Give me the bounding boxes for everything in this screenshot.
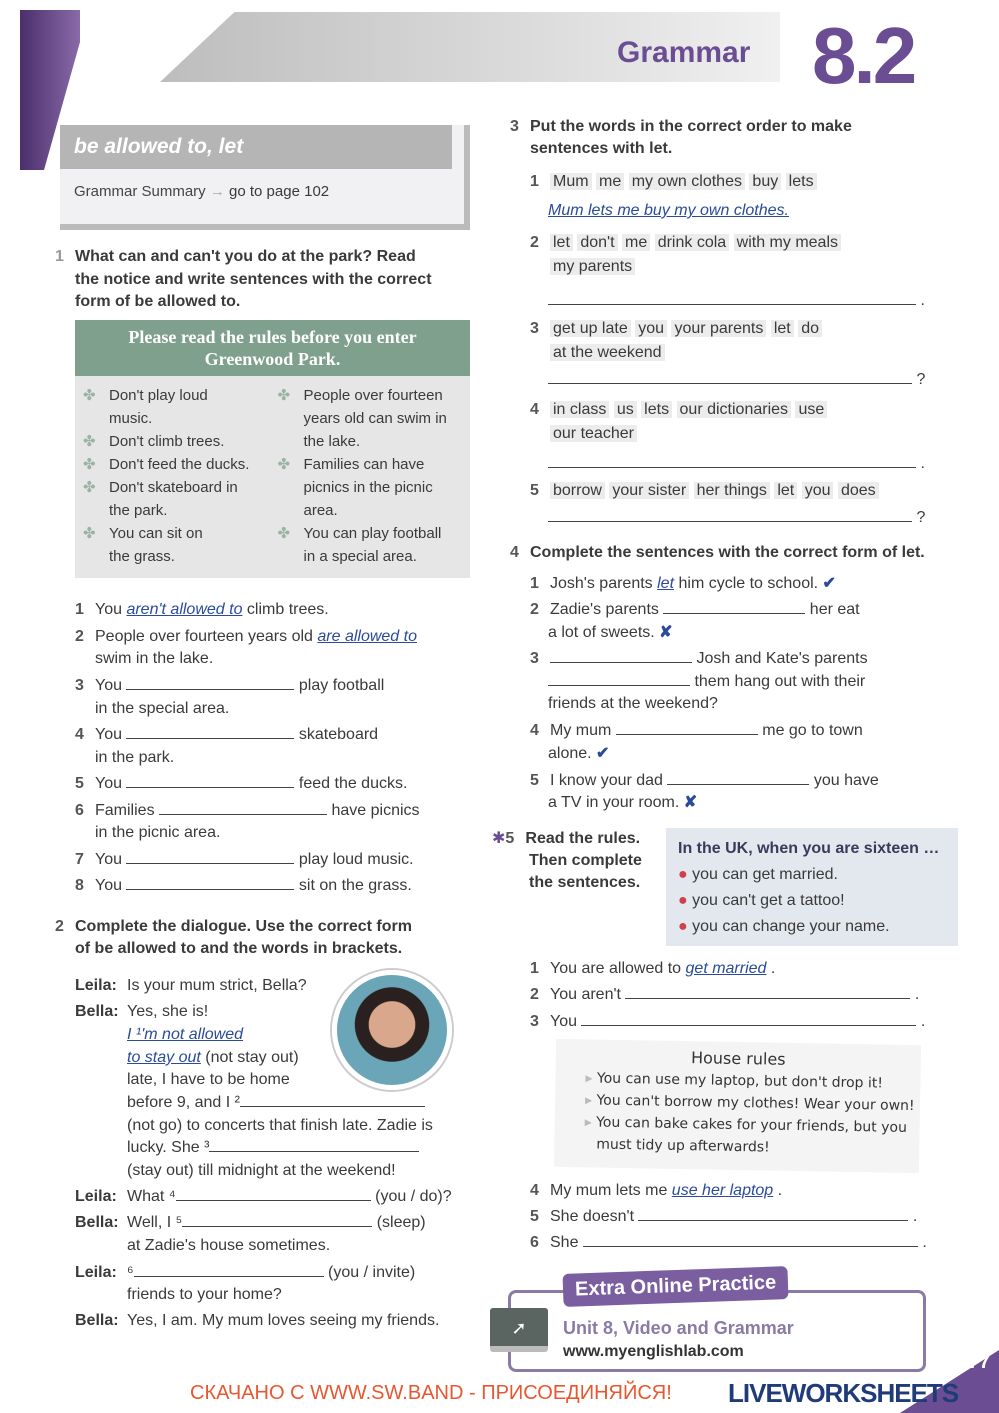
item-text: My mum lets me (550, 1182, 668, 1199)
clover-icon: ✤ (277, 456, 291, 473)
item-text: Families (95, 802, 155, 819)
word-chip: you (635, 320, 667, 337)
rule-item (277, 384, 462, 453)
answer-field[interactable] (548, 672, 690, 686)
answer-field[interactable] (581, 1012, 916, 1026)
dialogue-text: Yes, I am. My mum loves seeing my friends. (127, 1312, 440, 1329)
laptop-icon: ➚ (490, 1308, 548, 1352)
dialogue-text: Is your mum strict, Bella? (127, 977, 307, 994)
item-number: 6 (530, 1234, 539, 1251)
item-text: Zadie's parents (550, 601, 659, 618)
word-chip: don't (577, 234, 617, 251)
word-chip: let (771, 320, 794, 337)
download-watermark: СКАЧАНО С WWW.SW.BAND - ПРИСОЕДИНЯЙСЯ! (190, 1382, 672, 1404)
instruction: Put the words in the correct order to make (530, 118, 852, 135)
clover-icon: ✤ (277, 525, 291, 542)
exercise-number: 5 (505, 830, 515, 847)
item-text: My mum (550, 722, 612, 739)
house-rules-title: House rules (690, 1048, 786, 1069)
dialogue-text: before 9, and I ² (127, 1094, 240, 1111)
instruction: Read the rules. (525, 830, 641, 847)
word-chip: us (614, 401, 637, 418)
item-number: 4 (530, 722, 539, 739)
item-number: 8 (75, 877, 84, 894)
item-number: 3 (530, 650, 539, 667)
box-item: ● you can change your name. (678, 918, 890, 935)
exercise-number: 3 (510, 118, 519, 135)
word-chip: our dictionaries (677, 401, 792, 418)
item-number: 1 (530, 960, 539, 977)
answer-field[interactable]: to stay out (127, 1049, 201, 1066)
arrow-icon: → (209, 183, 225, 200)
item-text: play football (298, 677, 385, 694)
answer-field[interactable] (176, 1187, 371, 1201)
item-number: 4 (530, 1182, 539, 1199)
word-chip: your sister (609, 482, 689, 499)
item-text: You (550, 1013, 577, 1030)
item-text: have picnics (331, 802, 420, 819)
answer-field[interactable] (182, 1213, 372, 1227)
instruction: the sentences. (529, 874, 641, 891)
rule-text: People over fourteen years old can swim in the lake. (303, 387, 447, 450)
answer-field[interactable]: are allowed to (317, 628, 417, 645)
item-text: skateboard (298, 726, 379, 743)
house-rule: You can use my laptop, but don't drop it! (596, 1070, 884, 1092)
item-text: in the park. (95, 749, 175, 766)
item-number: 2 (530, 986, 539, 1003)
clover-icon: ✤ (83, 525, 96, 542)
item-number: 2 (75, 628, 84, 645)
word-chip: get up late (550, 320, 631, 337)
extra-practice-subtitle: Unit 8, Video and Grammar (563, 1318, 794, 1338)
item-text: Josh and Kate's parents (696, 650, 868, 667)
word-chip: you (802, 482, 834, 499)
notice-title: Please read the rules before you enter (128, 327, 417, 347)
item-text: You (95, 851, 122, 868)
house-rule: You can bake cakes for your friends, but you (596, 1114, 908, 1136)
item-text: You (95, 726, 122, 743)
word-chip: at the weekend (550, 344, 665, 361)
answer-field[interactable]: use her laptop (671, 1182, 774, 1199)
item-text: People over fourteen years old (95, 628, 313, 645)
instruction: Then complete (529, 852, 642, 869)
answer-field[interactable]: I ¹'m not allowed (127, 1026, 243, 1043)
answer-field[interactable] (134, 1263, 324, 1277)
answer-field[interactable] (126, 725, 294, 739)
house-rule: must tidy up afterwards! (596, 1136, 770, 1156)
item-text: a TV in your room. (548, 794, 680, 811)
word-chip: lets (641, 401, 672, 418)
dialogue-text: friends to your home? (127, 1286, 282, 1303)
page-reference[interactable]: go to page 102 (229, 183, 330, 200)
answer-field[interactable] (550, 649, 692, 663)
word-chip: use (795, 401, 827, 418)
ex1-item (75, 773, 407, 795)
rule-item (277, 453, 462, 522)
rule-text: Don't feed the ducks. (109, 456, 250, 473)
extra-practice-title: Extra Online Practice (562, 1266, 788, 1307)
word-chip: let (774, 482, 797, 499)
clover-icon: ✤ (83, 387, 96, 404)
word-chip: borrow (550, 482, 605, 499)
word-order-item (530, 171, 817, 193)
ex1-item (75, 875, 412, 897)
item-text: I know your dad (550, 772, 663, 789)
uk-rules-box (666, 828, 958, 946)
answer-field[interactable] (126, 876, 294, 890)
item-number: 5 (530, 772, 539, 789)
word-chip: does (838, 482, 879, 499)
dialogue-text: Well, I ⁵ (127, 1214, 183, 1231)
answer-field[interactable] (126, 676, 294, 690)
answer-field[interactable] (159, 801, 327, 815)
item-number: 3 (530, 1013, 539, 1030)
rule-item (83, 453, 277, 476)
liveworksheets-logo: LIVEWORKSHEETS (728, 1378, 959, 1408)
word-chip: my own clothes (629, 173, 745, 190)
hint: (you / do)? (375, 1188, 452, 1205)
answer-field[interactable] (209, 1138, 419, 1152)
item-text: You are allowed to (550, 960, 682, 977)
house-rule: You can't borrow my clothes! Wear your own! (596, 1092, 915, 1115)
punctuation: ? (916, 371, 926, 388)
page-title: Grammar (617, 36, 751, 69)
dialogue-text: Yes, she is! (127, 1003, 209, 1020)
rule-text: You can sit on the grass. (109, 525, 203, 565)
unit-number: 8.2 (812, 11, 915, 100)
rule-item (277, 522, 462, 568)
rule-text: Don't play loud music. (109, 387, 208, 427)
word-chip: drink cola (655, 234, 729, 251)
answer-field[interactable] (583, 1233, 918, 1247)
word-chip: in class (550, 401, 609, 418)
instruction: the notice and write sentences with the correct (75, 271, 432, 288)
summary-heading: be allowed to, let (60, 125, 452, 169)
item-text: You (95, 877, 122, 894)
word-chip: our teacher (550, 425, 637, 442)
item-text: You (95, 677, 122, 694)
punctuation: . (920, 292, 925, 309)
answer-field[interactable] (548, 454, 916, 468)
item-number: 4 (75, 726, 84, 743)
word-chip: your parents (671, 320, 766, 337)
hint: (not stay out) (205, 1049, 299, 1066)
item-number: 5 (530, 1208, 539, 1225)
item-text: You (95, 601, 122, 618)
speaker: Leila: (75, 977, 117, 994)
item-number: 1 (530, 575, 539, 592)
word-chip: lets (786, 173, 817, 190)
answer-field[interactable]: Mum lets me buy my own clothes. (548, 202, 789, 219)
item-text: them hang out with their (694, 673, 866, 690)
item-number: 4 (530, 401, 539, 418)
rule-item (83, 522, 277, 568)
item-number: 5 (75, 775, 84, 792)
box-title: In the UK, when you are sixteen … (678, 840, 940, 857)
item-text: She (550, 1234, 579, 1251)
item-text: sit on the grass. (298, 877, 412, 894)
answer-field[interactable] (126, 774, 294, 788)
word-chip: me (622, 234, 650, 251)
park-notice (75, 320, 470, 578)
word-chip: me (596, 173, 624, 190)
word-chip: do (798, 320, 822, 337)
clover-icon: ✤ (83, 433, 96, 450)
answer-field[interactable] (616, 721, 758, 735)
item-text: me go to town (762, 722, 863, 739)
bella-photo (332, 970, 452, 1090)
word-chip: buy (749, 173, 781, 190)
box-item-text: you can get married. (692, 866, 838, 883)
item-text: You (95, 775, 122, 792)
box-item: ● you can't get a tattoo! (678, 892, 845, 909)
rule-item (83, 384, 277, 430)
check-icon: ✔ (596, 745, 610, 762)
item-text: her eat (809, 601, 860, 618)
ex1-item (75, 675, 384, 697)
item-number: 6 (75, 802, 84, 819)
punctuation: . (920, 455, 925, 472)
item-text: in the special area. (95, 700, 230, 717)
item-text: him cycle to school. (678, 575, 819, 592)
item-text: you have (813, 772, 879, 789)
box-item-text: you can change your name. (692, 918, 890, 935)
rule-text: Don't climb trees. (109, 433, 225, 450)
dialogue-text: late, I have to be home (127, 1071, 290, 1088)
ex1-item (75, 599, 329, 621)
answer-field[interactable]: get married (685, 960, 767, 977)
dialogue-text: What ⁴ (127, 1188, 176, 1205)
exercise-number: 2 (55, 918, 64, 935)
word-chip: with my meals (734, 234, 841, 251)
answer-field[interactable] (240, 1093, 425, 1107)
star-icon: ✱ (492, 830, 506, 847)
item-number: 7 (75, 851, 84, 868)
word-chip: let (550, 234, 573, 251)
rule-item (83, 476, 277, 522)
exercise-number: 4 (510, 544, 519, 561)
item-text: swim in the lake. (95, 650, 214, 667)
dialogue-text: at Zadie's house sometimes. (127, 1237, 331, 1254)
grammar-summary-link[interactable]: Grammar Summary (74, 183, 206, 200)
answer-field[interactable] (548, 291, 916, 305)
notice-title: Greenwood Park. (204, 349, 341, 369)
item-number: 1 (75, 601, 84, 618)
instruction: What can and can't you do at the park? Read (75, 248, 416, 265)
exercise-number: 1 (55, 248, 64, 265)
item-text: climb trees. (246, 601, 329, 618)
rule-text: You can play football in a special area. (303, 525, 442, 565)
item-text: Josh's parents (550, 575, 653, 592)
answer-field[interactable]: aren't allowed to (126, 601, 243, 618)
hint: (sleep) (376, 1214, 426, 1231)
clover-icon: ✤ (83, 479, 96, 496)
word-chip: her things (694, 482, 770, 499)
cross-icon: ✘ (683, 794, 698, 811)
cross-icon: ✘ (659, 624, 673, 641)
dialogue-text: (not go) to concerts that finish late. Zadie is (127, 1117, 433, 1134)
word-chip: Mum (550, 173, 592, 190)
rule-item (83, 430, 277, 453)
instruction: sentences with let. (530, 140, 673, 157)
box-item: ● you can get married. (678, 866, 838, 883)
ex1-item (75, 849, 414, 871)
dialogue-text: (stay out) till midnight at the weekend! (127, 1162, 396, 1179)
punctuation: ? (916, 509, 926, 526)
check-icon: ✔ (822, 575, 836, 592)
item-number: 2 (530, 234, 539, 251)
speaker: Leila: (75, 1264, 117, 1281)
answer-field[interactable] (548, 370, 912, 384)
item-text: play loud music. (298, 851, 414, 868)
answer-field[interactable] (667, 771, 809, 785)
page-number: 77 (968, 1351, 991, 1373)
item-number: 2 (530, 601, 539, 618)
item-text: friends at the weekend? (548, 695, 718, 712)
answer-field[interactable] (638, 1207, 908, 1221)
clover-icon: ✤ (277, 387, 291, 404)
ex1-item (75, 800, 420, 822)
item-text: She doesn't (550, 1208, 635, 1225)
item-text: in the picnic area. (95, 824, 221, 841)
dialogue-text: ⁶ (127, 1264, 134, 1281)
item-number: 3 (530, 320, 539, 337)
answer-field[interactable] (548, 508, 912, 522)
word-chip: my parents (550, 258, 635, 275)
instruction: Complete the dialogue. Use the correct form (75, 918, 412, 935)
house-rules-note: House rules ▸ You can use my laptop, but don't drop it! ▸ You can't borrow my clothes! Wear your own! ▸ You can bake cakes for your friends, but you must tidy up afterwards! (554, 1039, 921, 1173)
answer-field[interactable] (126, 850, 294, 864)
rule-text: Don't skateboard in the park. (109, 479, 238, 519)
item-text: a lot of sweets. (548, 624, 655, 641)
dialogue-text: lucky. She ³ (127, 1139, 210, 1156)
rule-text: Families can have picnics in the picnic area. (303, 456, 433, 519)
speaker: Bella: (75, 1214, 119, 1231)
instruction: of be allowed to and the words in brackets. (75, 940, 403, 957)
item-text: feed the ducks. (298, 775, 408, 792)
item-number: 5 (530, 482, 539, 499)
speaker: Bella: (75, 1003, 119, 1020)
clover-icon: ✤ (83, 456, 96, 473)
speaker: Bella: (75, 1312, 119, 1329)
ex1-item (75, 626, 417, 648)
hint: (you / invite) (328, 1264, 416, 1281)
grammar-summary-box (60, 125, 470, 230)
instruction: form of be allowed to. (75, 293, 241, 310)
answer-field[interactable] (663, 600, 805, 614)
instruction: Complete the sentences with the correct form of let. (530, 544, 925, 561)
ex1-item (75, 724, 378, 746)
answer-field[interactable]: let (657, 575, 675, 592)
item-number: 1 (530, 173, 539, 190)
answer-field[interactable] (625, 985, 910, 999)
item-number: 3 (75, 677, 84, 694)
box-item-text: you can't get a tattoo! (692, 892, 845, 909)
speaker: Leila: (75, 1188, 117, 1205)
extra-practice-url[interactable]: www.myenglishlab.com (563, 1343, 744, 1360)
item-text: You aren't (550, 986, 621, 1003)
item-text: alone. (548, 745, 592, 762)
